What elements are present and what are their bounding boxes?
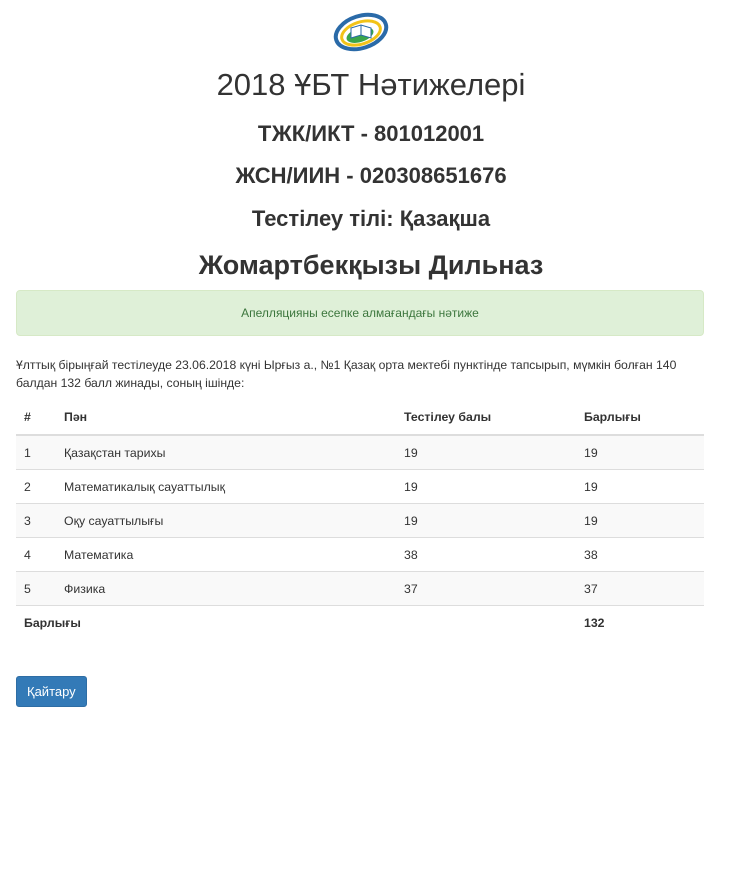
row-subject: Математика	[56, 538, 396, 572]
table-row	[16, 470, 704, 504]
row-test-score: 38	[396, 538, 576, 572]
test-language: Тестілеу тілі: Қазақша	[251, 206, 491, 231]
row-test-score: 19	[396, 435, 576, 470]
row-total: 37	[576, 572, 704, 606]
row-number: 4	[16, 538, 56, 572]
column-header-test-score: Тестілеу балы	[396, 400, 576, 435]
row-total: 19	[576, 435, 704, 470]
table-row	[16, 538, 704, 572]
row-number: 2	[16, 470, 56, 504]
column-header-subject: Пән	[56, 400, 396, 435]
table-header-row	[16, 400, 704, 435]
appeal-notice-text: Апелляцияны есепке алмағандағы нәтиже	[241, 306, 479, 320]
student-name: Жомартбекқызы Дильназ	[198, 250, 544, 280]
ubt-logo-book-icon	[333, 8, 389, 54]
row-test-score: 37	[396, 572, 576, 606]
column-header-number: #	[16, 400, 56, 435]
row-subject: Математикалық сауаттылық	[56, 470, 396, 504]
footer-total-value: 132	[576, 606, 704, 641]
result-description: Ұлттық бірыңғай тестілеуде 23.06.2018 күні Ырғыз а., №1 Қазақ орта мектебі пунктінде тапсырып, мүмкін болған 140 балдан 132 балл жинады, соның ішінде:	[16, 358, 677, 390]
row-number: 5	[16, 572, 56, 606]
page-title: 2018 ҰБТ Нәтижелері	[216, 67, 526, 102]
row-test-score: 19	[396, 470, 576, 504]
table-row	[16, 572, 704, 606]
row-total: 38	[576, 538, 704, 572]
table-footer-row	[16, 606, 704, 641]
row-total: 19	[576, 470, 704, 504]
row-number: 3	[16, 504, 56, 538]
back-button[interactable]: Қайтару	[16, 676, 87, 707]
footer-total-label: Барлығы	[16, 606, 576, 641]
table-row	[16, 504, 704, 538]
iin-number: ЖСН/ИИН - 020308651676	[235, 163, 507, 188]
results-table	[16, 400, 704, 640]
row-number: 1	[16, 435, 56, 470]
appeal-notice-alert	[16, 290, 704, 336]
table-row	[16, 435, 704, 470]
column-header-total: Барлығы	[576, 400, 704, 435]
tzhk-code: ТЖК/ИКТ - 801012001	[257, 121, 485, 146]
row-subject: Физика	[56, 572, 396, 606]
row-total: 19	[576, 504, 704, 538]
row-test-score: 19	[396, 504, 576, 538]
row-subject: Оқу сауаттылығы	[56, 504, 396, 538]
row-subject: Қазақстан тарихы	[56, 435, 396, 470]
